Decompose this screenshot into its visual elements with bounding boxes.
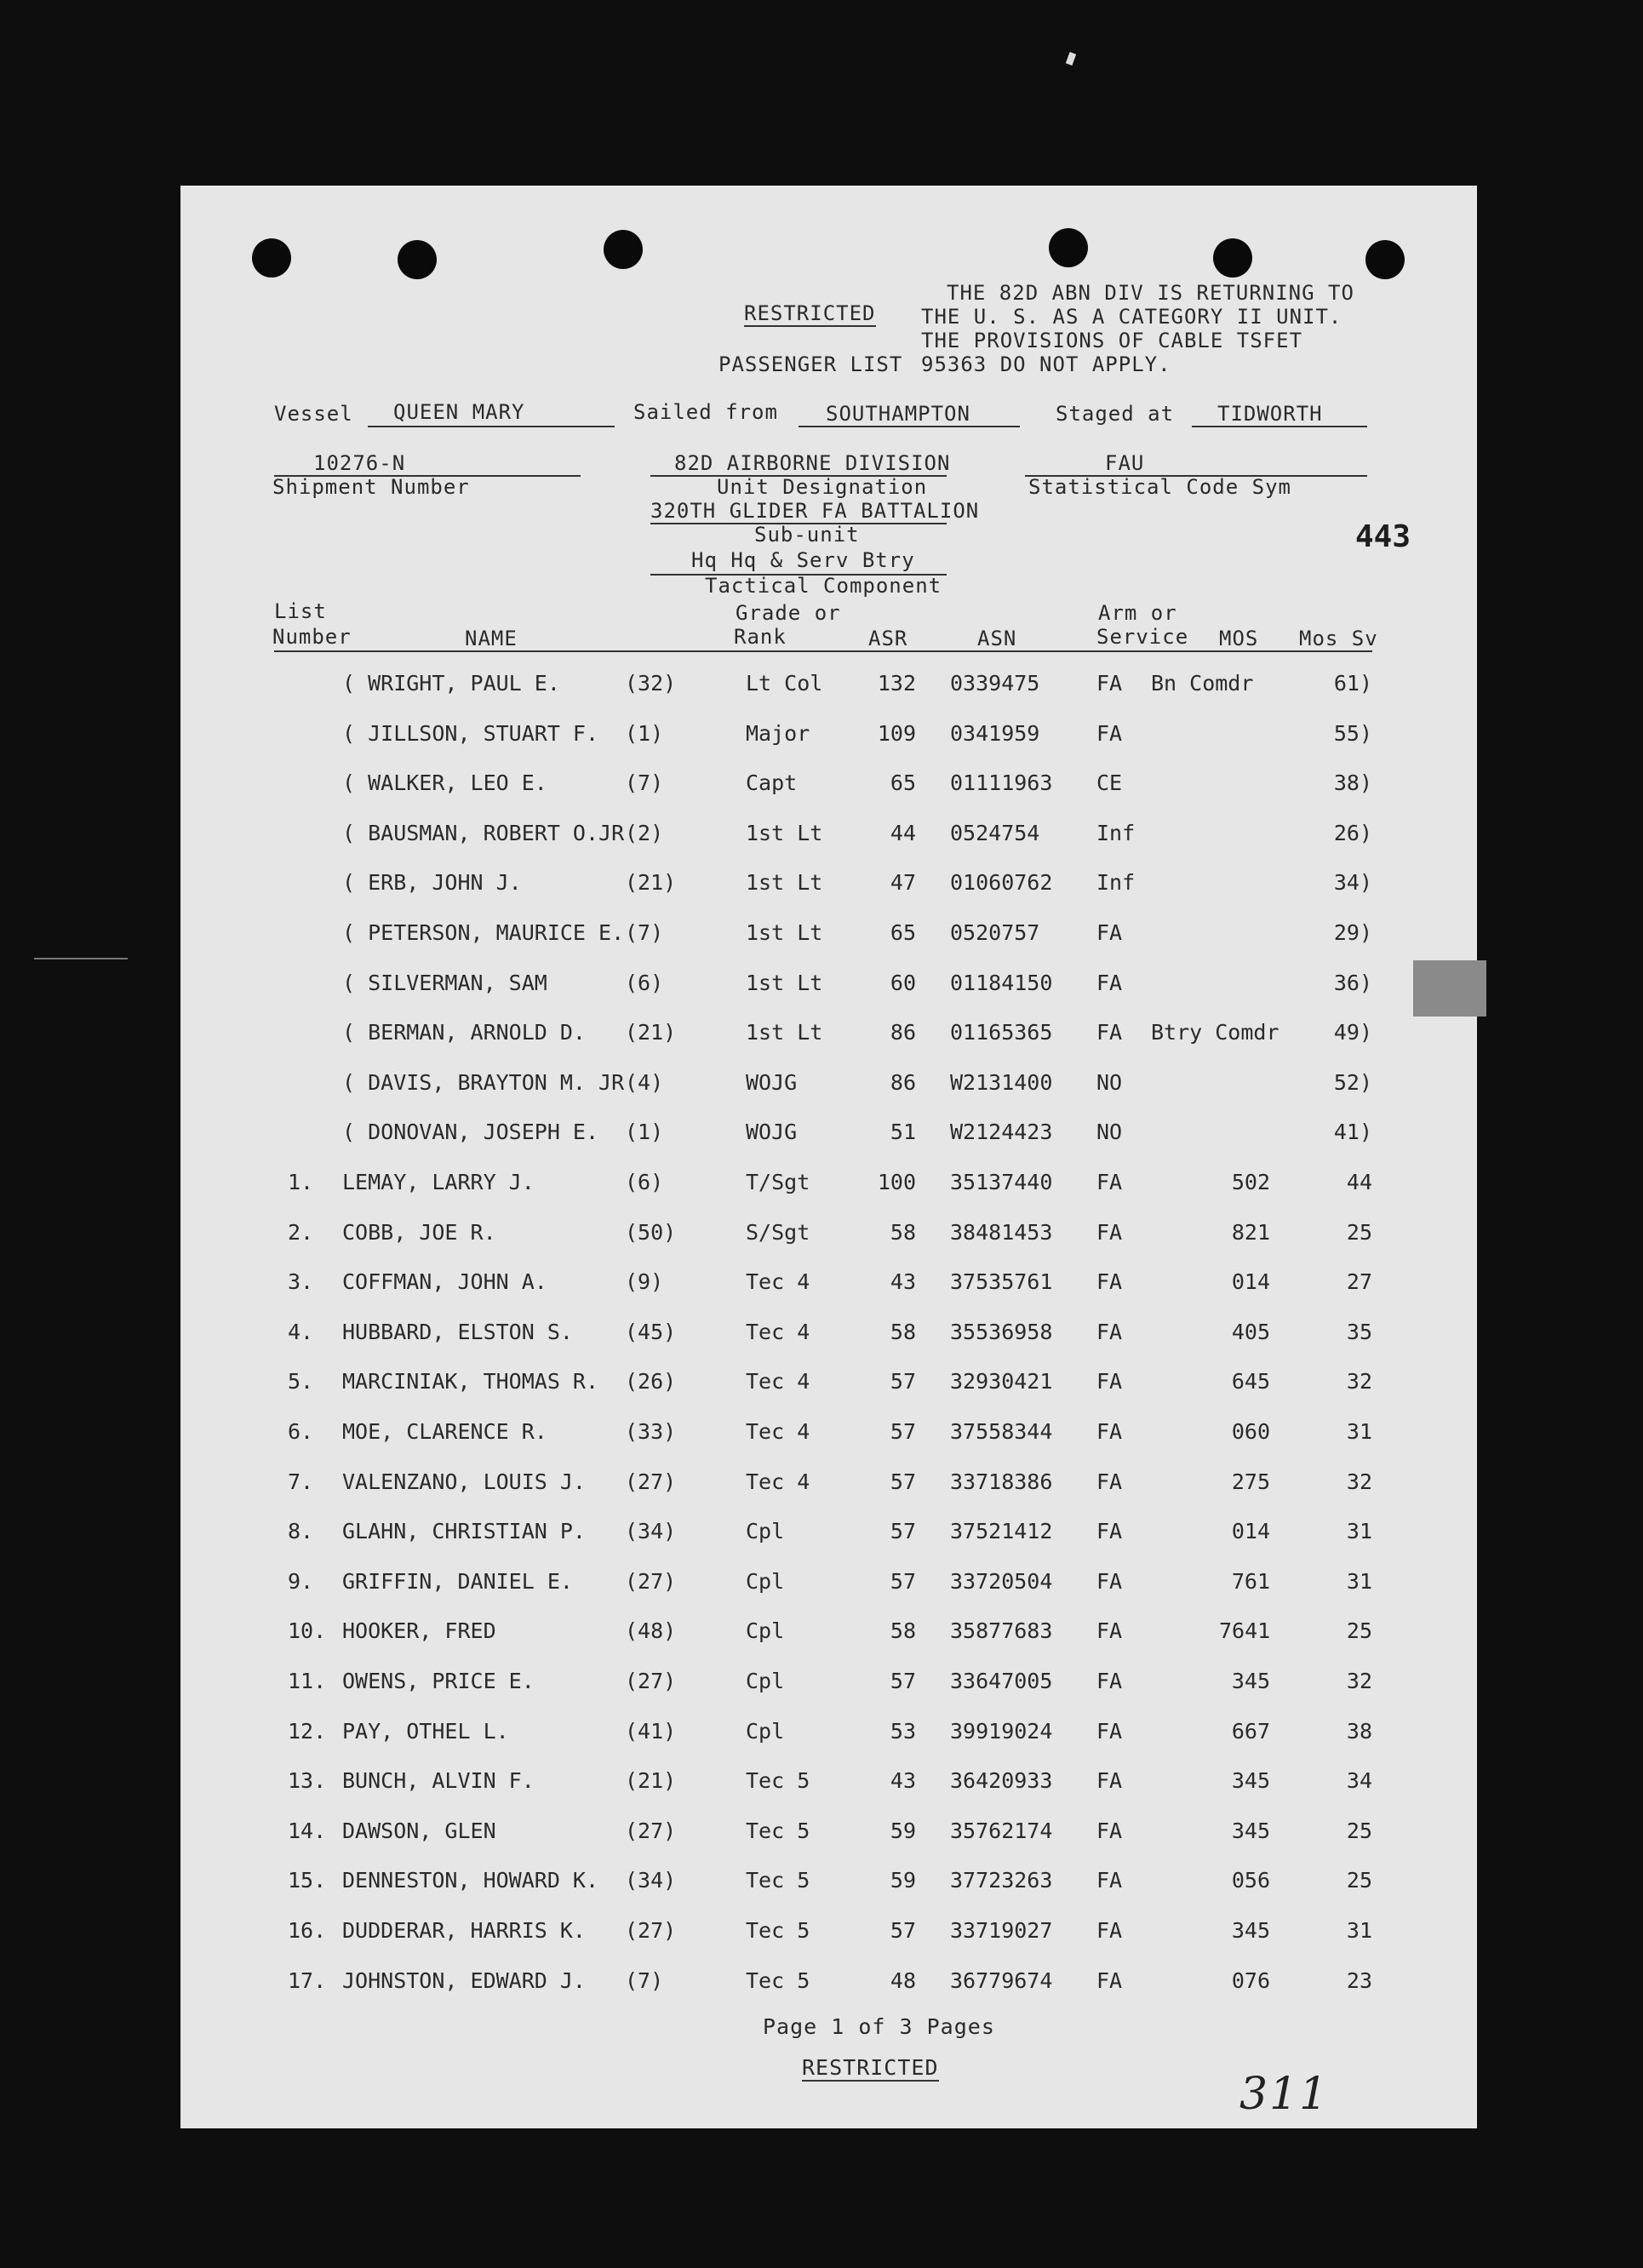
arm-service-cell: FA	[1096, 1918, 1123, 1943]
arm-service-cell: FA	[1096, 1868, 1123, 1893]
asn-cell: 33647005	[950, 1669, 1053, 1693]
table-row	[180, 1120, 1477, 1154]
asn-cell: 01165365	[950, 1020, 1053, 1045]
duty-cell: Bn Comdr	[1151, 671, 1254, 696]
code-cell: (7)	[625, 770, 664, 796]
table-row	[180, 1918, 1477, 1952]
table-row	[180, 1469, 1477, 1503]
table-row	[180, 671, 1477, 705]
mos-cell: 014	[1231, 1269, 1270, 1295]
punch-hole	[1213, 238, 1252, 278]
asn-cell: 39919024	[950, 1718, 1053, 1744]
mos-sv-cell: 31	[1346, 1419, 1372, 1444]
grade-cell: Lt Col	[746, 671, 823, 696]
arm-service-cell: FA	[1096, 1568, 1123, 1594]
name-cell: COBB, JOE R.	[342, 1219, 496, 1245]
table-row	[180, 1519, 1477, 1553]
name-cell: OWENS, PRICE E.	[342, 1669, 535, 1693]
asn-cell: 01111963	[950, 770, 1053, 796]
code-cell: (1)	[625, 720, 664, 746]
list-number-cell: 12.	[288, 1718, 327, 1744]
grade-cell: Major	[746, 720, 810, 746]
asn-cell: 0524754	[950, 820, 1040, 845]
asn-cell: W2124423	[950, 1120, 1053, 1145]
mos-sv-cell: 55)	[1333, 720, 1372, 746]
name-cell: ( JILLSON, STUART F.	[342, 720, 599, 746]
arm-service-cell: NO	[1096, 1120, 1123, 1145]
mos-sv-cell: 32	[1346, 1369, 1372, 1395]
page-stamp-number: 443	[1355, 519, 1411, 554]
list-number-cell: 4.	[288, 1319, 314, 1344]
name-cell: LEMAY, LARRY J.	[342, 1170, 535, 1194]
asn-cell: 33718386	[950, 1469, 1053, 1494]
grade-cell: Tec 4	[746, 1369, 810, 1395]
asr-cell: 59	[890, 1818, 916, 1843]
table-row	[180, 821, 1477, 855]
name-cell: ( SILVERMAN, SAM	[342, 970, 547, 995]
asr-cell: 43	[890, 1269, 916, 1295]
duty-cell: Btry Comdr	[1151, 1020, 1279, 1045]
mos-sv-cell: 52)	[1333, 1069, 1372, 1095]
grade-cell: WOJG	[746, 1069, 798, 1095]
asn-cell: 37521412	[950, 1519, 1053, 1544]
mos-cell: 7641	[1219, 1618, 1271, 1644]
name-cell: ( BERMAN, ARNOLD D.	[342, 1020, 586, 1045]
mos-cell: 076	[1231, 1967, 1270, 1993]
list-number-cell: 14.	[288, 1818, 327, 1843]
mos-sv-cell: 31	[1346, 1918, 1372, 1943]
asn-cell: 33719027	[950, 1918, 1053, 1943]
table-row	[180, 1020, 1477, 1054]
asr-cell: 86	[890, 1020, 916, 1045]
table-row	[180, 870, 1477, 904]
arm-service-cell: FA	[1096, 1319, 1123, 1344]
table-row	[180, 1369, 1477, 1403]
name-cell: BUNCH, ALVIN F.	[342, 1768, 535, 1794]
arm-service-cell: FA	[1096, 920, 1123, 945]
asn-cell: 35137440	[950, 1170, 1053, 1194]
mos-sv-cell: 25	[1346, 1818, 1372, 1843]
code-cell: (48)	[625, 1618, 677, 1644]
stat-code-label: Statistical Code Sym	[1028, 475, 1291, 499]
grade-cell: 1st Lt	[746, 1020, 823, 1045]
asn-cell: 33720504	[950, 1568, 1053, 1594]
list-number-cell: 7.	[288, 1469, 314, 1494]
asn-cell: 37535761	[950, 1269, 1053, 1295]
vessel-label: Vessel	[274, 402, 353, 426]
table-row	[180, 1868, 1477, 1902]
code-cell: (41)	[625, 1718, 677, 1744]
arm-service-cell: FA	[1096, 1269, 1123, 1295]
arm-service-cell: FA	[1096, 671, 1123, 696]
table-row	[180, 1818, 1477, 1853]
list-number-cell: 13.	[288, 1768, 327, 1794]
col-mos-sv: Mos Sv	[1299, 627, 1378, 650]
arm-service-cell: Inf	[1096, 820, 1136, 845]
sailed-from-value: SOUTHAMPTON	[826, 402, 970, 426]
col-arm-line2: Service	[1096, 625, 1189, 649]
col-grade-line2: Rank	[734, 625, 787, 649]
arm-service-cell: FA	[1096, 1469, 1123, 1494]
arm-service-cell: FA	[1096, 1768, 1123, 1794]
name-cell: MOE, CLARENCE R.	[342, 1419, 547, 1444]
code-cell: (32)	[625, 671, 677, 696]
asr-cell: 47	[890, 870, 916, 896]
mos-cell: 821	[1231, 1219, 1270, 1245]
mos-sv-cell: 49)	[1333, 1020, 1372, 1045]
asn-cell: 36779674	[950, 1967, 1053, 1993]
table-row	[180, 971, 1477, 1005]
code-cell: (6)	[625, 1170, 664, 1194]
arm-service-cell: FA	[1096, 1170, 1123, 1194]
asr-cell: 57	[890, 1918, 916, 1943]
passenger-list-title: PASSENGER LIST	[718, 352, 903, 376]
code-cell: (27)	[625, 1818, 677, 1843]
col-list-line1: List	[274, 599, 327, 623]
arm-service-cell: FA	[1096, 1967, 1123, 1993]
tactical-component-value: Hq Hq & Serv Btry	[691, 548, 915, 572]
mos-sv-cell: 29)	[1333, 920, 1372, 945]
mos-sv-cell: 25	[1346, 1618, 1372, 1644]
grade-cell: 1st Lt	[746, 820, 823, 845]
name-cell: DAWSON, GLEN	[342, 1818, 496, 1843]
list-number-cell: 5.	[288, 1369, 314, 1395]
mos-sv-cell: 23	[1346, 1967, 1372, 1993]
punch-hole	[1049, 228, 1088, 267]
asn-cell: 0341959	[950, 720, 1040, 746]
mos-sv-cell: 35	[1346, 1319, 1372, 1344]
code-cell: (2)	[625, 820, 664, 845]
name-cell: ( BAUSMAN, ROBERT O.JR	[342, 820, 625, 845]
name-cell: MARCINIAK, THOMAS R.	[342, 1369, 599, 1395]
staged-at-value: TIDWORTH	[1217, 402, 1323, 426]
mos-sv-cell: 26)	[1333, 820, 1372, 845]
asr-cell: 59	[890, 1868, 916, 1893]
notice-line-1: THE 82D ABN DIV IS RETURNING TO	[947, 281, 1354, 305]
asn-cell: 35762174	[950, 1818, 1053, 1843]
mos-cell: 345	[1231, 1768, 1270, 1794]
asr-cell: 53	[890, 1718, 916, 1744]
mos-sv-cell: 27	[1346, 1269, 1372, 1295]
stat-code-value: FAU	[1105, 451, 1145, 475]
asr-cell: 58	[890, 1319, 916, 1344]
vessel-value: QUEEN MARY	[393, 400, 525, 424]
arm-service-cell: CE	[1096, 770, 1123, 796]
code-cell: (34)	[625, 1519, 677, 1544]
asn-cell: W2131400	[950, 1069, 1053, 1095]
asr-cell: 51	[890, 1120, 916, 1145]
tactical-component-label: Tactical Component	[705, 574, 942, 598]
mos-sv-cell: 32	[1346, 1469, 1372, 1494]
code-cell: (7)	[625, 1967, 664, 1993]
col-arm-line1: Arm or	[1098, 601, 1177, 625]
list-number-cell: 2.	[288, 1219, 314, 1245]
table-row	[180, 1968, 1477, 2002]
code-cell: (21)	[625, 1768, 677, 1794]
page-count: Page 1 of 3 Pages	[763, 2014, 995, 2039]
name-cell: ( DAVIS, BRAYTON M. JR	[342, 1069, 625, 1095]
code-cell: (21)	[625, 1020, 677, 1045]
asr-cell: 48	[890, 1967, 916, 1993]
table-row	[180, 1719, 1477, 1753]
col-name: NAME	[465, 627, 518, 650]
mos-sv-cell: 38	[1346, 1718, 1372, 1744]
name-cell: VALENZANO, LOUIS J.	[342, 1469, 586, 1494]
arm-service-cell: FA	[1096, 1669, 1123, 1693]
grade-cell: Cpl	[746, 1568, 785, 1594]
table-row	[180, 770, 1477, 805]
table-row	[180, 1669, 1477, 1703]
mos-sv-cell: 41)	[1333, 1120, 1372, 1145]
film-speck	[1066, 52, 1076, 66]
mos-cell: 275	[1231, 1469, 1270, 1494]
list-number-cell: 3.	[288, 1269, 314, 1295]
col-asr: ASR	[868, 627, 908, 650]
restricted-footer: RESTRICTED	[802, 2055, 939, 2080]
shipment-number-value: 10276-N	[313, 451, 406, 475]
grade-cell: 1st Lt	[746, 920, 823, 945]
code-cell: (34)	[625, 1868, 677, 1893]
mos-sv-cell: 36)	[1333, 970, 1372, 995]
mos-cell: 060	[1231, 1419, 1270, 1444]
code-cell: (50)	[625, 1219, 677, 1245]
notice-line-3: THE PROVISIONS OF CABLE TSFET	[921, 329, 1303, 352]
asn-cell: 36420933	[950, 1768, 1053, 1794]
mos-cell: 667	[1231, 1718, 1270, 1744]
code-cell: (6)	[625, 970, 664, 995]
name-cell: ( PETERSON, MAURICE E.	[342, 920, 625, 945]
table-row	[180, 1320, 1477, 1354]
asr-cell: 57	[890, 1568, 916, 1594]
name-cell: DUDDERAR, HARRIS K.	[342, 1918, 586, 1943]
code-cell: (26)	[625, 1369, 677, 1395]
table-row	[180, 1768, 1477, 1802]
asr-cell: 57	[890, 1519, 916, 1544]
list-number-cell: 16.	[288, 1918, 327, 1943]
grade-cell: Tec 4	[746, 1419, 810, 1444]
asr-cell: 60	[890, 970, 916, 995]
asr-cell: 132	[877, 671, 916, 696]
mos-sv-cell: 32	[1346, 1669, 1372, 1693]
table-row	[180, 1070, 1477, 1104]
punch-hole	[1365, 240, 1405, 279]
table-row	[180, 1170, 1477, 1204]
restricted-header: RESTRICTED	[744, 301, 876, 325]
notice-line-4: 95363 DO NOT APPLY.	[921, 352, 1171, 376]
arm-service-cell: FA	[1096, 1219, 1123, 1245]
arm-service-cell: FA	[1096, 1519, 1123, 1544]
arm-service-cell: FA	[1096, 1818, 1123, 1843]
table-row	[180, 1220, 1477, 1254]
list-number-cell: 15.	[288, 1868, 327, 1893]
col-grade-line1: Grade or	[736, 601, 841, 625]
mos-sv-cell: 31	[1346, 1519, 1372, 1544]
name-cell: GLAHN, CHRISTIAN P.	[342, 1519, 586, 1544]
mos-sv-cell: 25	[1346, 1219, 1372, 1245]
arm-service-cell: FA	[1096, 1419, 1123, 1444]
grade-cell: Capt	[746, 770, 798, 796]
name-cell: HUBBARD, ELSTON S.	[342, 1319, 573, 1344]
mos-sv-cell: 34)	[1333, 870, 1372, 896]
mos-cell: 345	[1231, 1818, 1270, 1843]
code-cell: (27)	[625, 1568, 677, 1594]
subunit-value: 320TH GLIDER FA BATTALION	[650, 499, 980, 523]
arm-service-cell: Inf	[1096, 870, 1136, 896]
arm-service-cell: FA	[1096, 1718, 1123, 1744]
mos-cell: 502	[1231, 1170, 1270, 1194]
code-cell: (7)	[625, 920, 664, 945]
asn-cell: 01184150	[950, 970, 1053, 995]
grade-cell: Tec 5	[746, 1868, 810, 1893]
arm-service-cell: FA	[1096, 970, 1123, 995]
sailed-from-label: Sailed from	[633, 400, 778, 424]
asr-cell: 65	[890, 920, 916, 945]
mos-sv-cell: 61)	[1333, 671, 1372, 696]
code-cell: (27)	[625, 1469, 677, 1494]
list-number-cell: 17.	[288, 1967, 327, 1993]
name-cell: ( WRIGHT, PAUL E.	[342, 671, 560, 696]
mos-sv-cell: 25	[1346, 1868, 1372, 1893]
grade-cell: T/Sgt	[746, 1170, 810, 1194]
code-cell: (27)	[625, 1669, 677, 1693]
code-cell: (4)	[625, 1069, 664, 1095]
table-row	[180, 1569, 1477, 1603]
code-cell: (21)	[625, 870, 677, 896]
arm-service-cell: FA	[1096, 1020, 1123, 1045]
staged-at-label: Staged at	[1056, 402, 1175, 426]
mos-sv-cell: 34	[1346, 1768, 1372, 1794]
mos-cell: 345	[1231, 1669, 1270, 1693]
grade-cell: Tec 5	[746, 1768, 810, 1794]
grade-cell: Tec 5	[746, 1967, 810, 1993]
unit-designation-label: Unit Designation	[717, 475, 928, 499]
asn-cell: 37723263	[950, 1868, 1053, 1893]
grade-cell: Tec 4	[746, 1469, 810, 1494]
table-row	[180, 920, 1477, 954]
name-cell: DENNESTON, HOWARD K.	[342, 1868, 599, 1893]
col-asn: ASN	[977, 627, 1017, 650]
grade-cell: Tec 5	[746, 1918, 810, 1943]
code-cell: (1)	[625, 1120, 664, 1145]
code-cell: (45)	[625, 1319, 677, 1344]
grade-cell: Cpl	[746, 1519, 785, 1544]
asn-cell: 0339475	[950, 671, 1040, 696]
asr-cell: 57	[890, 1369, 916, 1395]
list-number-cell: 9.	[288, 1568, 314, 1594]
punch-hole	[398, 240, 437, 279]
name-cell: ( DONOVAN, JOSEPH E.	[342, 1120, 599, 1145]
name-cell: JOHNSTON, EDWARD J.	[342, 1967, 586, 1993]
asn-cell: 0520757	[950, 920, 1040, 945]
grade-cell: WOJG	[746, 1120, 798, 1145]
asr-cell: 44	[890, 820, 916, 845]
name-cell: COFFMAN, JOHN A.	[342, 1269, 547, 1295]
name-cell: ( WALKER, LEO E.	[342, 770, 547, 796]
mos-sv-cell: 44	[1346, 1170, 1372, 1194]
asn-cell: 35536958	[950, 1319, 1053, 1344]
table-row	[180, 1618, 1477, 1652]
mos-cell: 014	[1231, 1519, 1270, 1544]
asr-cell: 58	[890, 1618, 916, 1644]
asr-cell: 57	[890, 1669, 916, 1693]
arm-service-cell: NO	[1096, 1069, 1123, 1095]
document-page	[180, 186, 1477, 2128]
code-cell: (33)	[625, 1419, 677, 1444]
grade-cell: Tec 4	[746, 1319, 810, 1344]
asr-cell: 57	[890, 1469, 916, 1494]
asr-cell: 65	[890, 770, 916, 796]
handwritten-number: 311	[1239, 2069, 1330, 2120]
notice-line-2: THE U. S. AS A CATEGORY II UNIT.	[921, 305, 1342, 329]
arm-service-cell: FA	[1096, 720, 1123, 746]
mos-sv-cell: 38)	[1333, 770, 1372, 796]
grade-cell: Tec 4	[746, 1269, 810, 1295]
col-mos: MOS	[1219, 627, 1259, 650]
list-number-cell: 10.	[288, 1618, 327, 1644]
list-number-cell: 8.	[288, 1519, 314, 1544]
shipment-number-label: Shipment Number	[272, 475, 470, 499]
asn-cell: 01060762	[950, 870, 1053, 896]
list-number-cell: 11.	[288, 1669, 327, 1693]
grade-cell: 1st Lt	[746, 870, 823, 896]
unit-designation-value: 82D AIRBORNE DIVISION	[674, 451, 951, 475]
asr-cell: 109	[877, 720, 916, 746]
grade-cell: S/Sgt	[746, 1219, 810, 1245]
mos-cell: 761	[1231, 1568, 1270, 1594]
mos-cell: 345	[1231, 1918, 1270, 1943]
name-cell: GRIFFIN, DANIEL E.	[342, 1568, 573, 1594]
mos-cell: 645	[1231, 1369, 1270, 1395]
table-row	[180, 1269, 1477, 1303]
code-cell: (27)	[625, 1918, 677, 1943]
grade-cell: Cpl	[746, 1718, 785, 1744]
grade-cell: Cpl	[746, 1618, 785, 1644]
table-row	[180, 1419, 1477, 1453]
arm-service-cell: FA	[1096, 1369, 1123, 1395]
punch-hole	[604, 230, 643, 269]
mos-sv-cell: 31	[1346, 1568, 1372, 1594]
asr-cell: 57	[890, 1419, 916, 1444]
grade-cell: Tec 5	[746, 1818, 810, 1843]
asn-cell: 35877683	[950, 1618, 1053, 1644]
punch-hole	[252, 238, 291, 278]
name-cell: ( ERB, JOHN J.	[342, 870, 522, 896]
asr-cell: 86	[890, 1069, 916, 1095]
arm-service-cell: FA	[1096, 1618, 1123, 1644]
table-row	[180, 721, 1477, 755]
subunit-label: Sub-unit	[754, 523, 860, 547]
asn-cell: 38481453	[950, 1219, 1053, 1245]
asr-cell: 58	[890, 1219, 916, 1245]
name-cell: HOOKER, FRED	[342, 1618, 496, 1644]
name-cell: PAY, OTHEL L.	[342, 1718, 509, 1744]
asn-cell: 32930421	[950, 1369, 1053, 1395]
margin-mark	[34, 958, 128, 959]
grade-cell: Cpl	[746, 1669, 785, 1693]
asr-cell: 43	[890, 1768, 916, 1794]
list-number-cell: 6.	[288, 1419, 314, 1444]
page-tab-marker	[1413, 960, 1486, 1017]
asn-cell: 37558344	[950, 1419, 1053, 1444]
grade-cell: 1st Lt	[746, 970, 823, 995]
asr-cell: 100	[877, 1170, 916, 1194]
code-cell: (9)	[625, 1269, 664, 1295]
mos-cell: 056	[1231, 1868, 1270, 1893]
mos-cell: 405	[1231, 1319, 1270, 1344]
list-number-cell: 1.	[288, 1170, 314, 1194]
col-list-line2: Number	[272, 625, 352, 649]
